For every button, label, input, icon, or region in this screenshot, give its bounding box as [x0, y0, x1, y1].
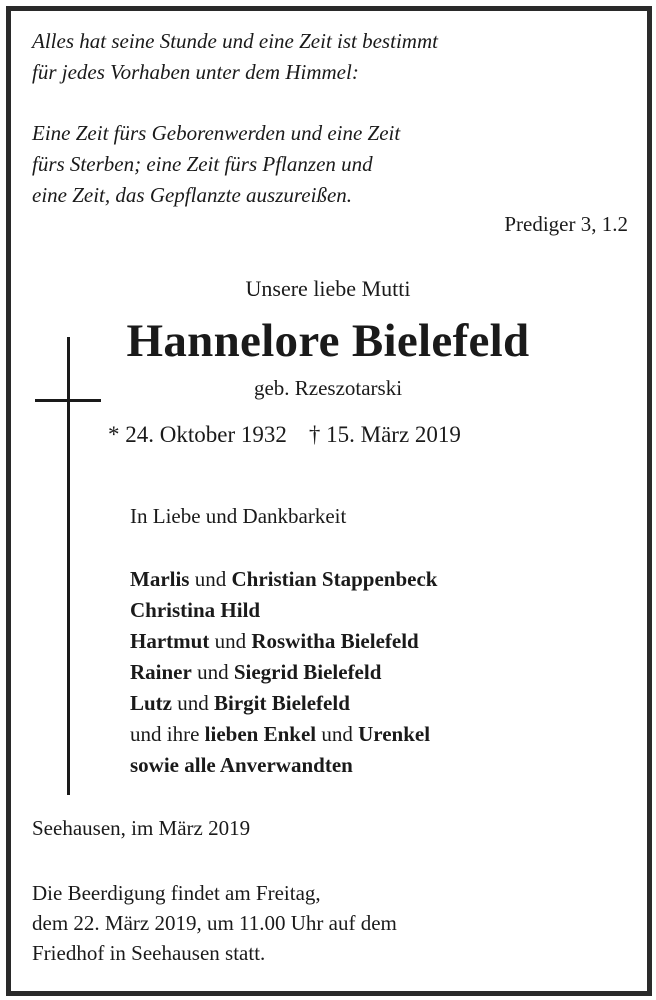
mourner-sep: und: [316, 722, 359, 746]
cross-icon-vertical: [67, 337, 70, 795]
mourner-row: [130, 564, 437, 595]
verse-line: Eine Zeit fürs Geborenwerden und eine Zeit: [32, 121, 401, 145]
mourner-name: Marlis: [130, 567, 190, 591]
bible-verse-stanza-1: [32, 26, 438, 88]
bible-verse-stanza-2: [32, 118, 400, 211]
deceased-name: Hannelore Bielefeld: [126, 315, 530, 367]
mourner-name: Christian Stappenbeck: [231, 567, 438, 591]
verse-line: Alles hat seine Stunde und eine Zeit ist bestimmt: [32, 29, 438, 53]
birth-date: * 24. Oktober 1932: [108, 422, 287, 447]
death-date: † 15. März 2019: [308, 422, 461, 447]
funeral-info: [32, 878, 397, 968]
mourner-name: Urenkel: [358, 722, 431, 746]
life-dates: [108, 422, 483, 448]
place-date: Seehausen, im März 2019: [32, 816, 251, 840]
mourners-list: [130, 564, 437, 781]
thanks-line: In Liebe und Dankbarkeit: [130, 504, 347, 528]
mourner-row: [130, 750, 437, 781]
mourner-name: sowie alle Anverwandten: [130, 753, 353, 777]
funeral-line: Friedhof in Seehausen statt.: [32, 941, 266, 965]
verse-line: fürs Sterben; eine Zeit fürs Pflanzen und: [32, 152, 373, 176]
cross-icon-horizontal: [35, 399, 101, 402]
mourner-sep: und: [209, 629, 252, 653]
mourner-name: lieben Enkel: [204, 722, 317, 746]
mourner-sep: und: [191, 660, 234, 684]
mourner-name: Siegrid Bielefeld: [233, 660, 382, 684]
intro-text: Unsere liebe Mutti: [245, 276, 411, 301]
mourner-name: Birgit Bielefeld: [214, 691, 350, 715]
mourner-name: Roswitha Bielefeld: [251, 629, 419, 653]
verse-line: eine Zeit, das Gepflanzte auszureißen.: [32, 183, 353, 207]
maiden-name: geb. Rzeszotarski: [253, 376, 403, 400]
mourner-row: [130, 626, 437, 657]
mourner-name: Hartmut: [130, 629, 210, 653]
funeral-line: Die Beerdigung findet am Freitag,: [32, 881, 321, 905]
mourner-sep: und: [189, 567, 232, 591]
mourner-sep: und: [172, 691, 214, 715]
mourner-row: [130, 688, 437, 719]
mourner-name: Christina Hild: [130, 598, 261, 622]
funeral-line: dem 22. März 2019, um 11.00 Uhr auf dem: [32, 911, 397, 935]
mourner-row: [130, 719, 437, 750]
mourner-name: Lutz: [130, 691, 172, 715]
verse-line: für jedes Vorhaben unter dem Himmel:: [32, 60, 359, 84]
mourner-row: [130, 595, 437, 626]
mourner-row: [130, 657, 437, 688]
mourner-name: Rainer: [130, 660, 192, 684]
mourner-sep: und ihre: [130, 722, 205, 746]
verse-source: Prediger 3, 1.2: [504, 212, 628, 236]
